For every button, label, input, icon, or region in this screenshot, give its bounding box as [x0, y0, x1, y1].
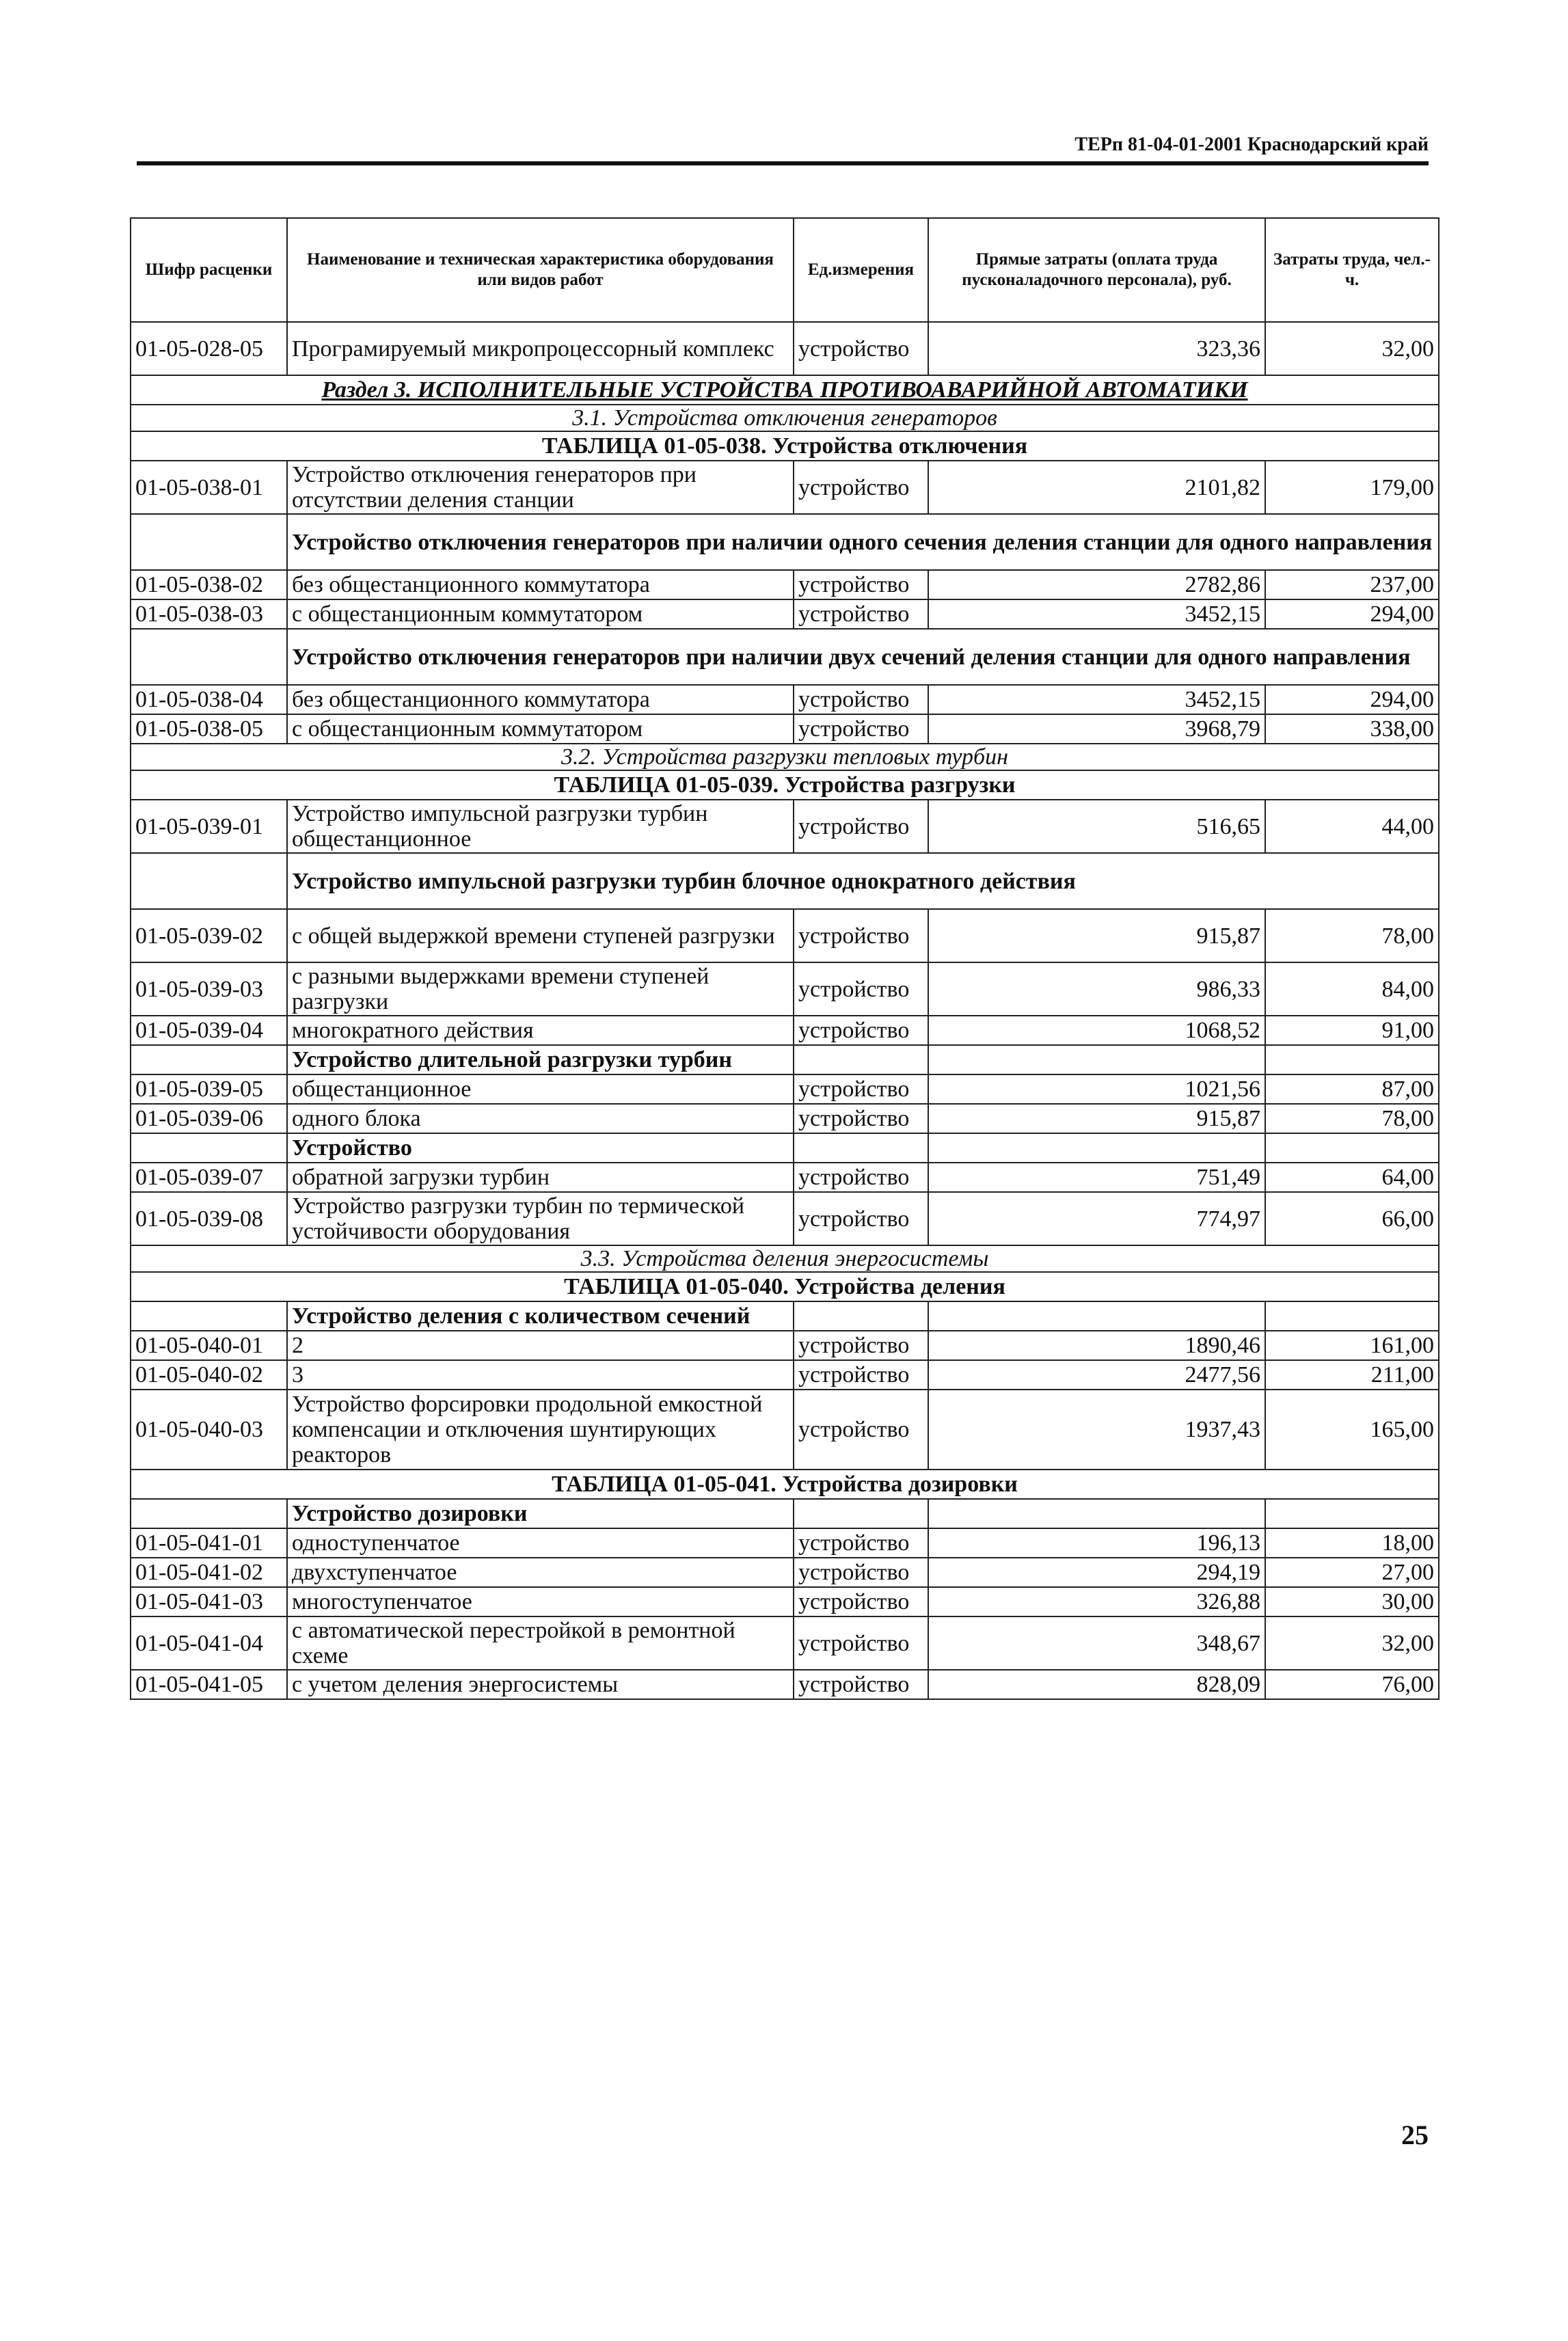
column-header-labor: Затраты труда, чел.-ч. [1265, 218, 1439, 322]
cell-name: одноступенчатое [287, 1528, 794, 1558]
group-row [131, 1045, 1439, 1074]
cell-code [131, 629, 287, 685]
table-row [131, 714, 1439, 744]
cell-name: с разными выдержками времени ступеней разгрузки [287, 962, 794, 1016]
cell-labor: 237,00 [1265, 570, 1439, 599]
cell-unit: устройство [794, 1616, 928, 1670]
cell-code: 01-05-038-02 [131, 570, 287, 599]
table-row [131, 1272, 1439, 1301]
table-row [131, 1163, 1439, 1192]
cell-unit [794, 1499, 928, 1528]
subsection-title: 3.1. Устройства отключения генераторов [131, 405, 1439, 431]
cell-cost: 828,09 [928, 1670, 1265, 1699]
cell-code: 01-05-039-08 [131, 1192, 287, 1245]
cell-code [131, 1499, 287, 1528]
cell-labor: 27,00 [1265, 1558, 1439, 1587]
cell-cost: 915,87 [928, 909, 1265, 962]
cell-labor: 87,00 [1265, 1074, 1439, 1104]
cell-code: 01-05-039-03 [131, 962, 287, 1016]
cell-labor: 64,00 [1265, 1163, 1439, 1192]
column-header-unit: Ед.измерения [794, 218, 928, 322]
cell-name: обратной загрузки турбин [287, 1163, 794, 1192]
cell-cost: 1021,56 [928, 1074, 1265, 1104]
table-row [131, 461, 1439, 514]
table-row [131, 1016, 1439, 1045]
table-row [131, 1331, 1439, 1360]
running-header: ТЕРп 81-04-01-2001 Краснодарский край [1074, 134, 1429, 155]
table-row [131, 1390, 1439, 1470]
section-row [131, 375, 1439, 405]
subsection-title: 3.3. Устройства деления энергосистемы [131, 1245, 1439, 1272]
cell-labor: 78,00 [1265, 909, 1439, 962]
cell-name: 2 [287, 1331, 794, 1360]
cell-cost: 294,19 [928, 1558, 1265, 1587]
cell-labor: 91,00 [1265, 1016, 1439, 1045]
cell-name: с общестанционным коммутатором [287, 714, 794, 744]
subsection-row [131, 405, 1439, 431]
table-row [131, 800, 1439, 853]
price-table [130, 217, 1439, 1700]
cell-unit: устройство [794, 1528, 928, 1558]
table-row [131, 1470, 1439, 1499]
cell-code: 01-05-041-05 [131, 1670, 287, 1699]
cell-cost: 516,65 [928, 800, 1265, 853]
cell-labor: 78,00 [1265, 1104, 1439, 1133]
table-row [131, 1104, 1439, 1133]
cell-unit: устройство [794, 1558, 928, 1587]
cell-code: 01-05-038-05 [131, 714, 287, 744]
cell-labor: 76,00 [1265, 1670, 1439, 1699]
cell-code: 01-05-039-07 [131, 1163, 287, 1192]
column-header-cost: Прямые затраты (оплата труда пусконаладочного персонала), руб. [928, 218, 1265, 322]
table-row [131, 1616, 1439, 1670]
group-row [131, 1301, 1439, 1331]
group-row [131, 1499, 1439, 1528]
cell-unit: устройство [794, 685, 928, 714]
cell-code: 01-05-041-04 [131, 1616, 287, 1670]
cell-cost [928, 1133, 1265, 1163]
cell-name: без общестанционного коммутатора [287, 570, 794, 599]
cell-labor [1265, 1499, 1439, 1528]
cell-cost: 323,36 [928, 322, 1265, 375]
table-row [131, 1587, 1439, 1616]
table-title: ТАБЛИЦА 01-05-039. Устройства разгрузки [131, 770, 1439, 800]
table-row [131, 685, 1439, 714]
cell-code: 01-05-039-05 [131, 1074, 287, 1104]
cell-code: 01-05-028-05 [131, 322, 287, 375]
group-title: Устройство [287, 1133, 794, 1163]
cell-cost: 774,97 [928, 1192, 1265, 1245]
cell-labor: 18,00 [1265, 1528, 1439, 1558]
cell-unit [794, 1301, 928, 1331]
group-row [131, 853, 1439, 909]
table-row [131, 1670, 1439, 1699]
subsection-row [131, 1245, 1439, 1272]
cell-labor: 338,00 [1265, 714, 1439, 744]
cell-name: с автоматической перестройкой в ремонтной схеме [287, 1616, 794, 1670]
cell-cost [928, 1499, 1265, 1528]
cell-name: двухступенчатое [287, 1558, 794, 1587]
group-title: Устройство отключения генераторов при наличии двух сечений деления станции для одного направления [287, 629, 1439, 685]
cell-code: 01-05-038-04 [131, 685, 287, 714]
cell-code: 01-05-038-03 [131, 599, 287, 629]
cell-code: 01-05-040-02 [131, 1360, 287, 1390]
cell-unit: устройство [794, 1331, 928, 1360]
table-row [131, 322, 1439, 375]
cell-code: 01-05-041-02 [131, 1558, 287, 1587]
cell-name: Устройство импульсной разгрузки турбин общестанционное [287, 800, 794, 853]
cell-cost: 2782,86 [928, 570, 1265, 599]
table-header-row [131, 218, 1439, 322]
cell-code: 01-05-039-01 [131, 800, 287, 853]
cell-labor [1265, 1133, 1439, 1163]
cell-labor: 32,00 [1265, 322, 1439, 375]
cell-cost: 915,87 [928, 1104, 1265, 1133]
cell-unit: устройство [794, 962, 928, 1016]
group-title: Устройство импульсной разгрузки турбин блочное однократного действия [287, 853, 1439, 909]
cell-labor: 44,00 [1265, 800, 1439, 853]
group-title: Устройство дозировки [287, 1499, 794, 1528]
cell-unit [794, 1045, 928, 1074]
cell-labor: 294,00 [1265, 685, 1439, 714]
table-row [131, 909, 1439, 962]
cell-cost: 2477,56 [928, 1360, 1265, 1390]
cell-name: без общестанционного коммутатора [287, 685, 794, 714]
cell-cost: 751,49 [928, 1163, 1265, 1192]
cell-labor [1265, 1045, 1439, 1074]
cell-name: общестанционное [287, 1074, 794, 1104]
cell-cost: 1890,46 [928, 1331, 1265, 1360]
table-row [131, 570, 1439, 599]
cell-cost: 326,88 [928, 1587, 1265, 1616]
cell-name: Устройство отключения генераторов при отсутствии деления станции [287, 461, 794, 514]
cell-cost: 3452,15 [928, 599, 1265, 629]
subsection-row [131, 744, 1439, 770]
table-title: ТАБЛИЦА 01-05-040. Устройства деления [131, 1272, 1439, 1301]
cell-code: 01-05-041-01 [131, 1528, 287, 1558]
cell-labor: 165,00 [1265, 1390, 1439, 1470]
cell-name: 3 [287, 1360, 794, 1390]
cell-name: одного блока [287, 1104, 794, 1133]
cell-labor: 32,00 [1265, 1616, 1439, 1670]
group-title: Устройство длительной разгрузки турбин [287, 1045, 794, 1074]
cell-code: 01-05-039-04 [131, 1016, 287, 1045]
cell-cost: 348,67 [928, 1616, 1265, 1670]
cell-code: 01-05-040-03 [131, 1390, 287, 1470]
group-row [131, 514, 1439, 570]
cell-code: 01-05-039-02 [131, 909, 287, 962]
cell-unit: устройство [794, 1074, 928, 1104]
cell-unit: устройство [794, 1360, 928, 1390]
cell-name: многократного действия [287, 1016, 794, 1045]
cell-unit: устройство [794, 909, 928, 962]
subsection-title: 3.2. Устройства разгрузки тепловых турбин [131, 744, 1439, 770]
cell-name: Устройство разгрузки турбин по термической устойчивости оборудования [287, 1192, 794, 1245]
table-row [131, 599, 1439, 629]
table-row [131, 1360, 1439, 1390]
page-number: 25 [1401, 2120, 1429, 2150]
cell-code [131, 514, 287, 570]
column-header-code: Шифр расценки [131, 218, 287, 322]
group-row [131, 1133, 1439, 1163]
table-row [131, 1074, 1439, 1104]
cell-labor: 66,00 [1265, 1192, 1439, 1245]
cell-cost: 986,33 [928, 962, 1265, 1016]
table-row [131, 1192, 1439, 1245]
cell-name: с общей выдержкой времени ступеней разгрузки [287, 909, 794, 962]
cell-code: 01-05-041-03 [131, 1587, 287, 1616]
cell-cost [928, 1301, 1265, 1331]
table-row [131, 431, 1439, 461]
cell-name: с общестанционным коммутатором [287, 599, 794, 629]
cell-code: 01-05-040-01 [131, 1331, 287, 1360]
table-row [131, 1558, 1439, 1587]
cell-labor [1265, 1301, 1439, 1331]
table-body [131, 322, 1439, 1699]
cell-cost: 3968,79 [928, 714, 1265, 744]
cell-cost: 1068,52 [928, 1016, 1265, 1045]
cell-unit [794, 1133, 928, 1163]
cell-unit: устройство [794, 1390, 928, 1470]
column-header-name: Наименование и техническая характеристика оборудования или видов работ [287, 218, 794, 322]
cell-unit: устройство [794, 322, 928, 375]
cell-code [131, 1045, 287, 1074]
table-title: ТАБЛИЦА 01-05-041. Устройства дозировки [131, 1470, 1439, 1499]
cell-unit: устройство [794, 714, 928, 744]
table-row [131, 962, 1439, 1016]
cell-cost: 2101,82 [928, 461, 1265, 514]
cell-labor: 161,00 [1265, 1331, 1439, 1360]
cell-unit: устройство [794, 570, 928, 599]
cell-code: 01-05-039-06 [131, 1104, 287, 1133]
cell-labor: 211,00 [1265, 1360, 1439, 1390]
cell-code [131, 1301, 287, 1331]
cell-labor: 30,00 [1265, 1587, 1439, 1616]
header-rule [137, 161, 1429, 165]
cell-labor: 84,00 [1265, 962, 1439, 1016]
cell-unit: устройство [794, 1104, 928, 1133]
group-row [131, 629, 1439, 685]
table-row [131, 1528, 1439, 1558]
cell-labor: 294,00 [1265, 599, 1439, 629]
cell-name: многоступенчатое [287, 1587, 794, 1616]
cell-name: Програмируемый микропроцессорный комплекс [287, 322, 794, 375]
group-title: Устройство деления с количеством сечений [287, 1301, 794, 1331]
table-row [131, 770, 1439, 800]
cell-code [131, 853, 287, 909]
cell-unit: устройство [794, 1670, 928, 1699]
cell-unit: устройство [794, 461, 928, 514]
cell-cost: 3452,15 [928, 685, 1265, 714]
cell-cost: 1937,43 [928, 1390, 1265, 1470]
cell-unit: устройство [794, 1163, 928, 1192]
group-title: Устройство отключения генераторов при наличии одного сечения деления станции для одного направления [287, 514, 1439, 570]
section-title: Раздел 3. ИСПОЛНИТЕЛЬНЫЕ УСТРОЙСТВА ПРОТИВОАВАРИЙНОЙ АВТОМАТИКИ [131, 375, 1439, 405]
cell-cost: 196,13 [928, 1528, 1265, 1558]
table-title: ТАБЛИЦА 01-05-038. Устройства отключения [131, 431, 1439, 461]
cell-labor: 179,00 [1265, 461, 1439, 514]
cell-code: 01-05-038-01 [131, 461, 287, 514]
cell-unit: устройство [794, 800, 928, 853]
cell-unit: устройство [794, 599, 928, 629]
cell-unit: устройство [794, 1016, 928, 1045]
cell-unit: устройство [794, 1587, 928, 1616]
cell-cost [928, 1045, 1265, 1074]
cell-name: с учетом деления энергосистемы [287, 1670, 794, 1699]
cell-unit: устройство [794, 1192, 928, 1245]
cell-code [131, 1133, 287, 1163]
cell-name: Устройство форсировки продольной емкостной компенсации и отключения шунтирующих реакторов [287, 1390, 794, 1470]
